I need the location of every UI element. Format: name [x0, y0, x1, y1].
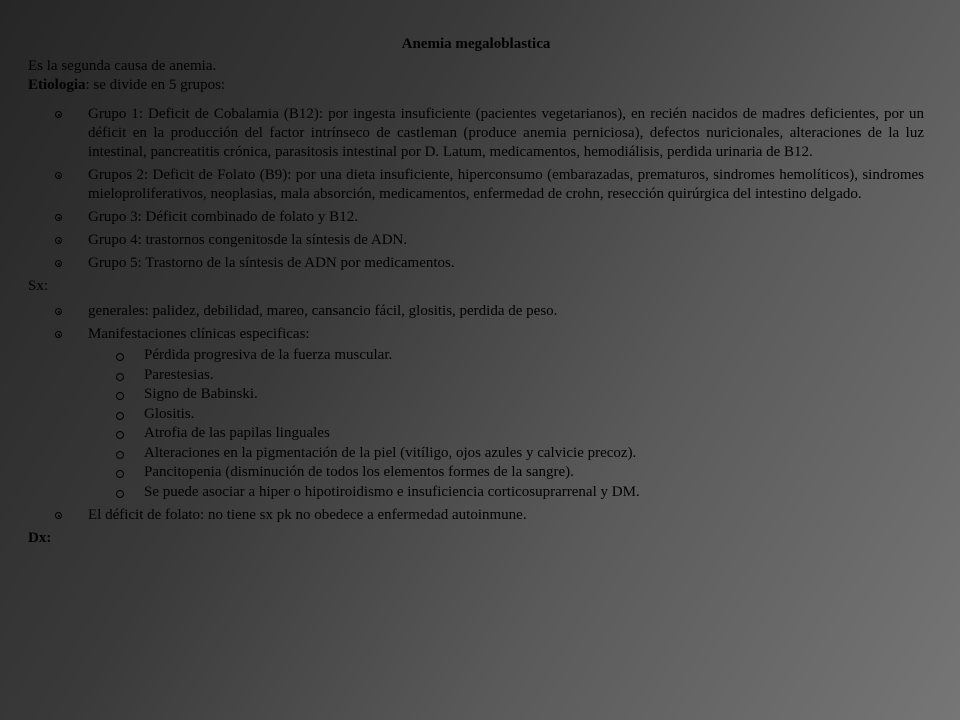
sx-list: [28, 302, 924, 525]
sub-list-item: Pancitopenia (disminución de todos los elementos formes de la sangre).: [84, 463, 924, 483]
circle-bullet-icon: [116, 392, 124, 400]
slide-content: [28, 36, 924, 548]
circle-bullet-icon: [116, 470, 124, 478]
bullet-icon: [55, 237, 62, 244]
sx-label: Sx:: [28, 278, 49, 294]
list-item: Grupo 5: Trastorno de la síntesis de ADN por medicamentos.: [28, 254, 924, 273]
sub-list-item: Pérdida progresiva de la fuerza muscular.: [84, 346, 924, 366]
manifestaciones-sublist: [84, 346, 924, 502]
etiologia-line: [28, 76, 924, 95]
sub-list-item: Parestesias.: [84, 366, 924, 386]
etiologia-text: : se divide en 5 grupos:: [85, 77, 226, 93]
list-item: Grupo 1: Deficit de Cobalamia (B12): por ingesta insuficiente (pacientes vegetarianos), en recién nacidos de madres deficientes, por un déficit en la producción del factor intrínseco de castleman (produce anemia perniciosa), defectos nuricionales, alteraciones de la luz intestinal, pancreatitis crónica, parasitosis intestinal por D. Latum, medicamentos, hemodiálisis, perdida urinaria de B12.: [28, 105, 924, 162]
sub-list-item: Glositis.: [84, 405, 924, 425]
circle-bullet-icon: [116, 431, 124, 439]
sub-list-item: Atrofia de las papilas linguales: [84, 424, 924, 444]
bullet-icon: [55, 331, 62, 338]
list-item: Manifestaciones clínicas especificas: Pérdida progresiva de la fuerza muscular. Parestesias. Signo de Babinski. Glositis. Atrofia de las papilas linguales Alteraciones en la pigmentación de la piel (vitíligo, ojos azules y calvicie precoz). Pancitopenia (disminución de todos los elementos formes de la sangre). Se puede asociar a hiper o hipotiroidismo e insuficiencia corticosuprarrenal y DM.: [28, 325, 924, 502]
list-item: Grupos 2: Deficit de Folato (B9): por una dieta insuficiente, hiperconsumo (embarazadas, prematuros, sindromes hemolíticos), sindromes mieloproliferativos, neoplasias, mala absorción, medicamentos, enfermedad de crohn, resección quirúrgica del intestino delgado.: [28, 166, 924, 204]
grupos-list: [28, 105, 924, 273]
list-item: Grupo 3: Déficit combinado de folato y B12.: [28, 208, 924, 227]
bullet-icon: [55, 172, 62, 179]
circle-bullet-icon: [116, 353, 124, 361]
intro-text: Es la segunda causa de anemia.: [28, 58, 217, 74]
dx-label: Dx:: [28, 530, 52, 546]
sub-list-item: Alteraciones en la pigmentación de la piel (vitíligo, ojos azules y calvicie precoz).: [84, 444, 924, 464]
circle-bullet-icon: [116, 451, 124, 459]
sub-list-item: Se puede asociar a hiper o hipotiroidismo e insuficiencia corticosuprarrenal y DM.: [84, 483, 924, 503]
circle-bullet-icon: [116, 373, 124, 381]
list-item: El déficit de folato: no tiene sx pk no obedece a enfermedad autoinmune.: [28, 506, 924, 525]
list-item: generales: palidez, debilidad, mareo, cansancio fácil, glositis, perdida de peso.: [28, 302, 924, 321]
bullet-icon: [55, 308, 62, 315]
bullet-icon: [55, 111, 62, 118]
bullet-icon: [55, 260, 62, 267]
bullet-icon: [55, 512, 62, 519]
circle-bullet-icon: [116, 412, 124, 420]
circle-bullet-icon: [116, 490, 124, 498]
etiologia-label: Etiologia: [28, 77, 86, 93]
page-title: Anemia megaloblastica: [401, 36, 551, 52]
list-item: Grupo 4: trastornos congenitosde la síntesis de ADN.: [28, 231, 924, 250]
bullet-icon: [55, 214, 62, 221]
sub-list-item: Signo de Babinski.: [84, 385, 924, 405]
